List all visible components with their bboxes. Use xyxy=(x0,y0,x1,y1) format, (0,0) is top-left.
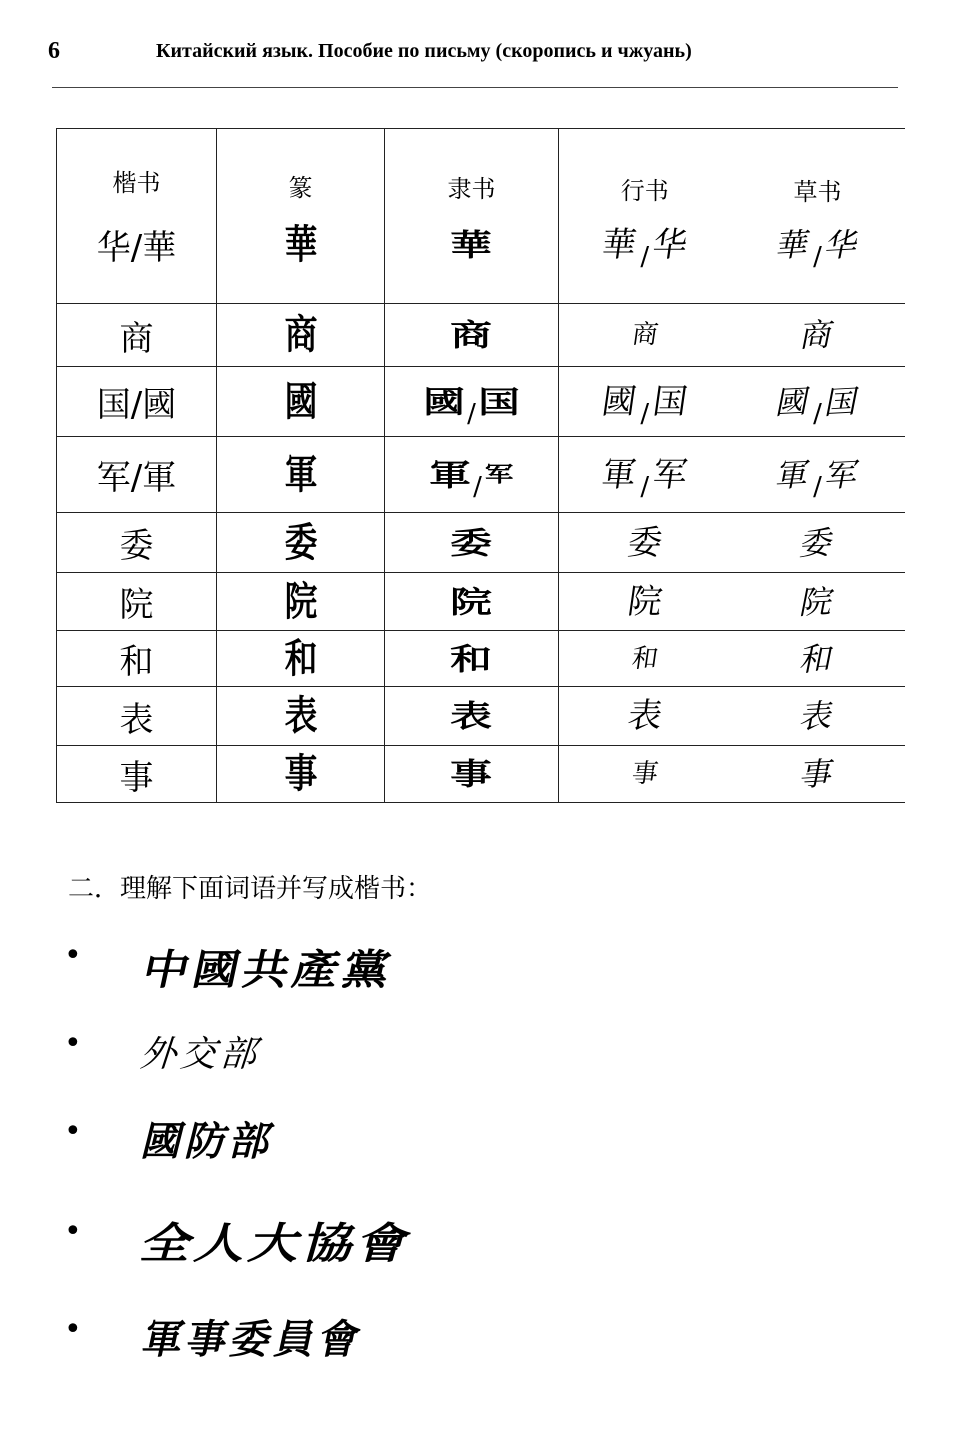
grass-glyph: 商 xyxy=(797,315,838,355)
kaishu-char: 事 xyxy=(57,746,217,803)
running-glyph: 华 xyxy=(650,224,690,265)
cursive-phrase: 國防部 xyxy=(137,1118,282,1165)
column-header-seal: 篆 xyxy=(288,173,313,202)
table-row xyxy=(57,129,905,304)
seal-glyph: 院 xyxy=(284,577,317,625)
seal-glyph: 華 xyxy=(284,220,317,268)
slash-divider: / xyxy=(813,241,822,272)
seal-glyph: 委 xyxy=(284,518,317,566)
table-cell-seal xyxy=(217,746,385,803)
table-row xyxy=(57,304,905,367)
table-row xyxy=(57,367,905,437)
kaishu-char: 军/軍 xyxy=(57,437,217,513)
slash-divider: / xyxy=(813,471,822,502)
kaishu-char: 表 xyxy=(57,687,217,746)
grass-glyph: 委 xyxy=(797,522,838,563)
running-glyph: 委 xyxy=(624,522,665,563)
page-number: 6 xyxy=(48,38,60,64)
exercise-list xyxy=(64,930,664,1390)
table-cell-clerical xyxy=(385,687,559,746)
column-header-grass: 草书 xyxy=(793,177,842,206)
clerical-glyph: 軍 xyxy=(429,456,472,493)
table-cell-seal xyxy=(217,437,385,513)
exercise-item xyxy=(64,1208,664,1288)
running-glyph: 和 xyxy=(629,643,660,674)
table-cell-running xyxy=(559,437,731,513)
kaishu-char: 和 xyxy=(57,631,217,687)
bullet: • xyxy=(64,1114,82,1149)
seal-glyph: 商 xyxy=(284,311,317,358)
kaishu-char: 商 xyxy=(57,304,217,367)
slash-divider: / xyxy=(640,398,650,429)
grass-glyph: 表 xyxy=(797,696,838,736)
table-row xyxy=(57,746,905,803)
bullet: • xyxy=(64,1026,82,1061)
grass-glyph: 华 xyxy=(821,224,862,265)
bullet: • xyxy=(64,938,82,973)
table-cell-seal xyxy=(217,129,385,304)
grass-glyph: 军 xyxy=(821,454,862,495)
grass-glyph: 国 xyxy=(821,381,862,422)
grass-glyph: 國 xyxy=(773,381,814,422)
table-cell-running xyxy=(559,573,731,631)
table-cell-running xyxy=(559,367,731,437)
kaishu-char: 委 xyxy=(57,513,217,573)
table-cell-seal xyxy=(217,687,385,746)
table-cell-running xyxy=(559,129,731,304)
table-cell-seal xyxy=(217,367,385,437)
cursive-phrase: 外交部 xyxy=(136,1034,270,1075)
table-row xyxy=(57,631,905,687)
table-cell-grass xyxy=(731,631,905,687)
clerical-glyph: 国 xyxy=(477,383,520,420)
column-header-running: 行书 xyxy=(620,176,669,205)
seal-glyph: 和 xyxy=(284,634,317,682)
exercise-item xyxy=(64,1306,664,1376)
running-glyph: 事 xyxy=(629,759,660,789)
header-rule xyxy=(52,87,898,88)
table-cell-clerical xyxy=(385,367,559,437)
table-cell-grass xyxy=(731,513,905,573)
clerical-glyph: 委 xyxy=(450,524,493,561)
seal-glyph: 事 xyxy=(284,750,317,797)
cursive-phrase: 全人大協會 xyxy=(135,1217,421,1269)
table-cell-seal xyxy=(217,513,385,573)
slash-divider: / xyxy=(467,398,476,429)
slash-divider: / xyxy=(813,398,822,429)
grass-glyph: 事 xyxy=(797,754,838,794)
table-cell-clerical xyxy=(385,437,559,513)
running-glyph: 军 xyxy=(650,454,690,495)
table-row xyxy=(57,573,905,631)
page-header xyxy=(48,38,898,68)
table-cell-grass xyxy=(731,437,905,513)
script-styles-table xyxy=(56,128,905,803)
table-cell-clerical xyxy=(385,513,559,573)
grass-glyph: 院 xyxy=(797,581,838,622)
running-title: Китайский язык. Пособие по письму (скоропись и чжуань) xyxy=(156,40,692,62)
grass-glyph: 和 xyxy=(797,638,838,679)
clerical-glyph: 和 xyxy=(450,640,493,677)
column-header-kaishu: 楷书 xyxy=(112,169,161,197)
slash-divider: / xyxy=(640,241,650,272)
exercise-item xyxy=(64,1018,664,1088)
table-cell-running xyxy=(559,631,731,687)
table-cell-kaishu xyxy=(57,129,217,304)
grass-glyph: 軍 xyxy=(773,454,814,495)
table-cell-grass xyxy=(731,687,905,746)
kaishu-char: 院 xyxy=(57,573,217,631)
kaishu-char: 华/華 xyxy=(96,228,177,268)
clerical-glyph: 军 xyxy=(484,462,514,487)
table-cell-clerical xyxy=(385,129,559,304)
table-cell-clerical xyxy=(385,631,559,687)
table-cell-grass xyxy=(731,367,905,437)
exercise-item xyxy=(64,1106,664,1176)
bullet: • xyxy=(64,1312,82,1347)
seal-glyph: 國 xyxy=(284,377,317,425)
running-glyph: 華 xyxy=(599,224,640,265)
clerical-glyph: 國 xyxy=(423,383,466,420)
exercise-heading: 二．理解下面词语并写成楷书： xyxy=(68,874,433,904)
table-cell-running xyxy=(559,746,731,803)
table-cell-seal xyxy=(217,573,385,631)
clerical-glyph: 商 xyxy=(450,317,493,353)
slash-divider: / xyxy=(473,471,482,502)
table-cell-grass xyxy=(731,129,905,304)
table-cell-grass xyxy=(731,573,905,631)
table-cell-clerical xyxy=(385,304,559,367)
exercise-item xyxy=(64,930,664,1010)
running-glyph: 国 xyxy=(650,381,690,422)
clerical-glyph: 華 xyxy=(450,226,493,263)
clerical-glyph: 院 xyxy=(450,583,493,620)
table-cell-seal xyxy=(217,631,385,687)
table-row xyxy=(57,437,905,513)
table-cell-grass xyxy=(731,304,905,367)
table-cell-clerical xyxy=(385,746,559,803)
clerical-glyph: 事 xyxy=(450,756,493,792)
seal-glyph: 軍 xyxy=(284,450,317,498)
slash-divider: / xyxy=(640,471,650,502)
table-cell-running xyxy=(559,513,731,573)
grass-glyph: 華 xyxy=(773,224,814,265)
cursive-phrase: 軍事委員會 xyxy=(138,1316,369,1363)
table-cell-seal xyxy=(217,304,385,367)
table-cell-clerical xyxy=(385,573,559,631)
column-header-clerical: 隶书 xyxy=(447,174,496,203)
bullet: • xyxy=(64,1214,82,1249)
kaishu-char: 国/國 xyxy=(57,367,217,437)
running-glyph: 院 xyxy=(624,581,665,622)
table-cell-running xyxy=(559,304,731,367)
table-row xyxy=(57,687,905,746)
table-cell-running xyxy=(559,687,731,746)
table-cell-grass xyxy=(731,746,905,803)
seal-glyph: 表 xyxy=(284,692,317,739)
running-glyph: 表 xyxy=(624,696,665,736)
table-row xyxy=(57,513,905,573)
running-glyph: 國 xyxy=(599,381,640,422)
running-glyph: 商 xyxy=(629,320,660,350)
cursive-phrase: 中國共產黨 xyxy=(138,945,399,994)
clerical-glyph: 表 xyxy=(450,698,493,734)
running-glyph: 軍 xyxy=(599,454,640,495)
